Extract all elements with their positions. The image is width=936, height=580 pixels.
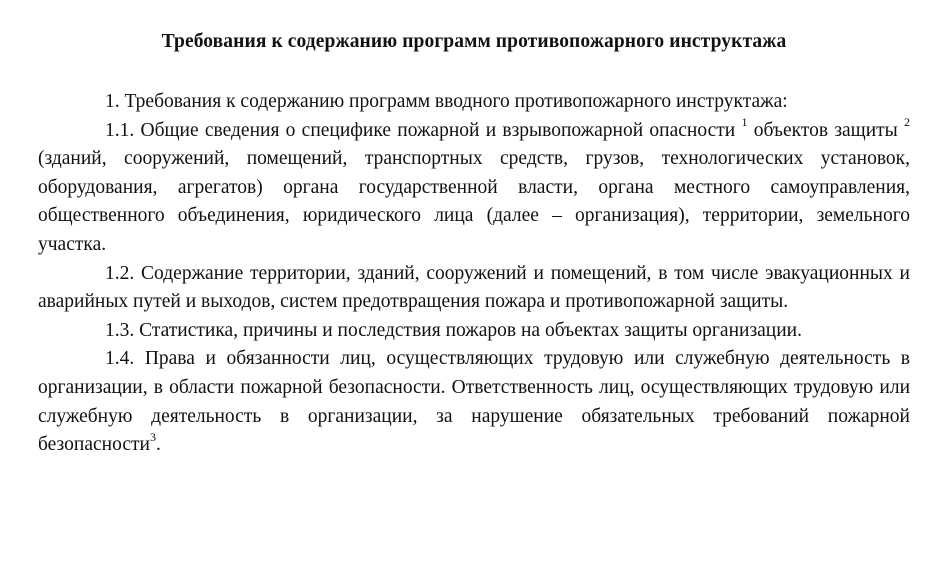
- paragraph-1-4: [38, 345, 910, 459]
- footnote-ref-2: 2: [904, 115, 910, 130]
- document-title: Требования к содержанию программ противопожарного инструктажа: [161, 31, 787, 52]
- paragraph-1-4-text-a: 1.4. Права и обязанности лиц, осуществляющих трудовую или служебную деятельность в организации, в области пожарной безопасности. Ответственность лиц, осуществляющих трудовую или служебную деятельность в организации, за нарушение обязательных требований пожарной безопасности: [38, 348, 910, 456]
- paragraph-1-4-text-b: .: [155, 434, 161, 456]
- paragraph-1-3: [38, 317, 910, 346]
- paragraph-1-text: 1. Требования к содержанию программ вводного противопожарного инструктажа:: [105, 91, 788, 112]
- footnote-ref-3: 3: [149, 429, 156, 444]
- document-page: [38, 30, 910, 460]
- paragraph-1-1-text-a: 1.1. Общие сведения о специфике пожарной и взрывопожарной опасности: [105, 119, 742, 141]
- paragraph-1-1-text-b: объектов защиты: [747, 119, 904, 141]
- footnote-ref-1: 1: [741, 115, 748, 130]
- paragraph-1: [38, 88, 910, 117]
- paragraph-1-1: [38, 117, 910, 260]
- paragraph-1-2-text: 1.2. Содержание территории, зданий, сооружений и помещений, в том числе эвакуационных и аварийных путей и выходов, систем предотвращения пожара и противопожарной защиты.: [38, 262, 910, 313]
- paragraph-1-2: [38, 260, 910, 317]
- paragraph-1-3-text: 1.3. Статистика, причины и последствия пожаров на объектах защиты организации.: [105, 319, 802, 341]
- paragraph-1-1-text-c: (зданий, сооружений, помещений, транспортных средств, грузов, технологических установок, оборудования, агрегатов) органа государственной власти, органа местного самоуправления, общественного объединения, юридического лица (далее – организация), территории, земельного участка.: [38, 148, 910, 255]
